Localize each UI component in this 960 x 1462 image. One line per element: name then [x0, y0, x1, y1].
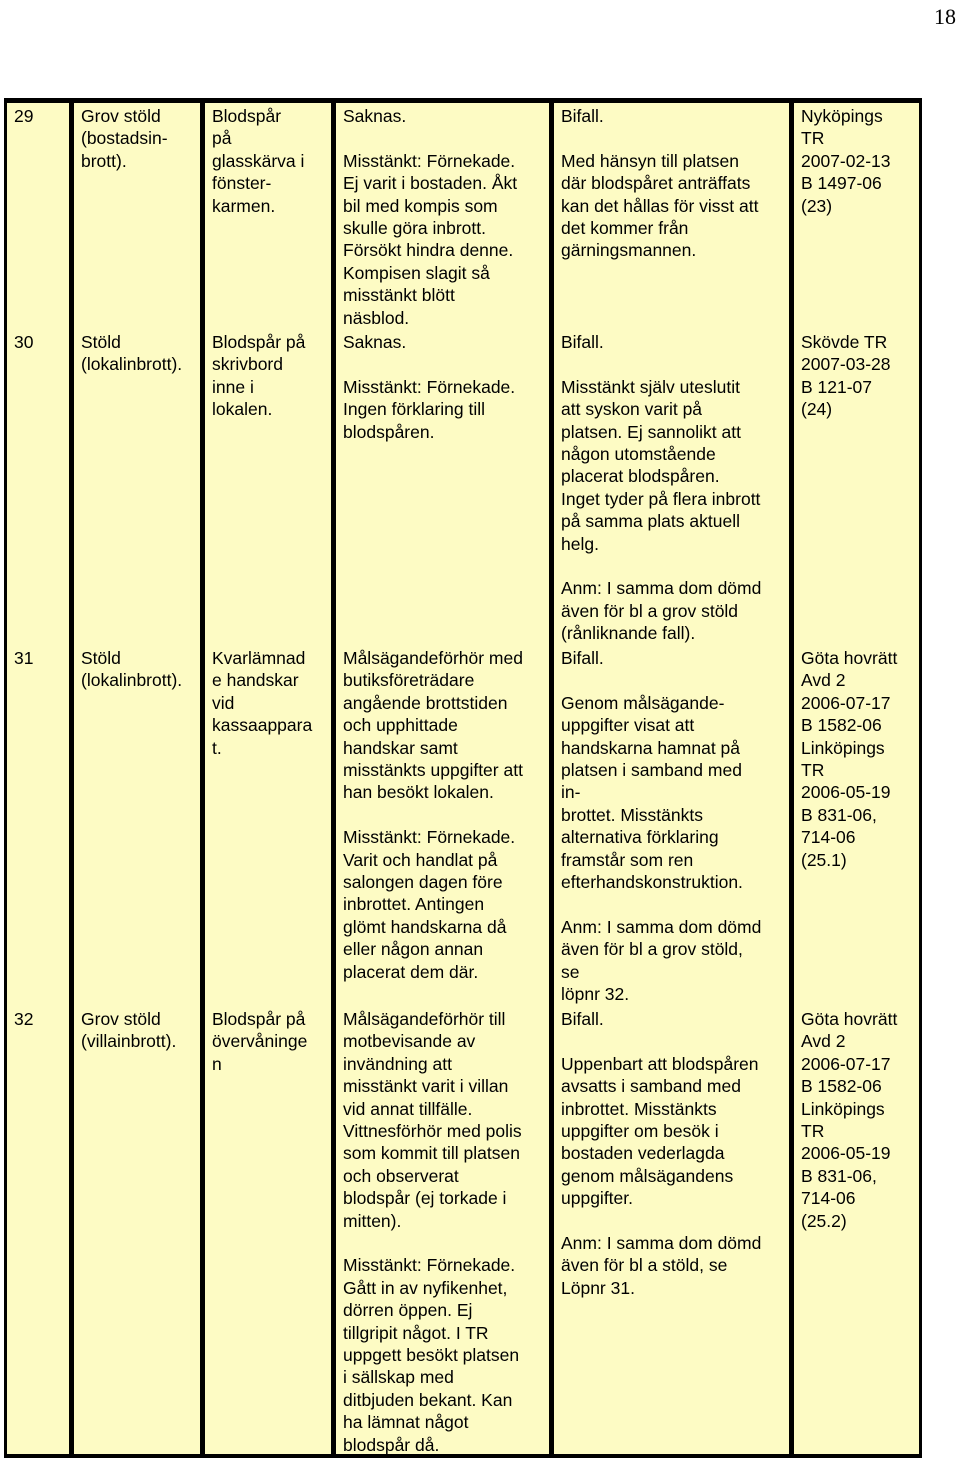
cell-text-line: se: [561, 961, 580, 982]
cell-text-line: gärningsmannen.: [561, 240, 697, 261]
cell-text-line: Grov stöld: [81, 1009, 161, 1029]
cell-text-line: Nyköpings: [801, 106, 883, 126]
cell-text-line: Blodspår på: [212, 1009, 306, 1029]
cell-text-line: [343, 353, 543, 375]
cell-text-line: [561, 1030, 783, 1052]
cell-text-line: (lokalinbrott).: [81, 670, 183, 691]
cell-text-line: 714-06: [801, 1188, 856, 1209]
table-row: [4, 1006, 922, 1458]
case-table: [4, 98, 922, 1458]
cell-text-line: 29: [14, 106, 34, 126]
cell-text-line: handskarna hamnat på: [561, 737, 741, 758]
cell-text-line: och upphittade: [343, 715, 458, 736]
cell-text-line: Göta hovrätt: [801, 648, 898, 668]
cell-text-line: Kompisen slagit så: [343, 262, 490, 283]
cell-text-line: Linköpings: [801, 737, 885, 758]
cell-text-line: bostaden vederlagda: [561, 1143, 725, 1164]
cell-text-line: Vittnesförhör med polis: [343, 1121, 522, 1142]
cell-text-line: Misstänkt: Förnekade.: [343, 376, 516, 397]
cell-text-line: Målsägandeförhör med: [343, 648, 523, 668]
cell-text-line: 31: [14, 648, 34, 668]
cell-text-line: övervåninge: [212, 1031, 308, 1052]
cell-text-line: Misstänkt: Förnekade.: [343, 827, 516, 848]
cell-text-line: Bifall.: [561, 1009, 604, 1029]
cell-text-line: n: [212, 1053, 222, 1074]
cell-text-line: han besökt lokalen.: [343, 782, 494, 803]
crime-type-cell: [69, 1006, 200, 1454]
cell-text-line: Misstänkt: Förnekade.: [343, 150, 516, 171]
cell-text-line: uppgett besökt platsen: [343, 1345, 520, 1366]
cell-text-line: (bostadsin-: [81, 128, 168, 149]
cell-text-line: Kvarlämnad: [212, 648, 306, 668]
cell-text-line: 2006-07-17: [801, 692, 891, 713]
cell-text-line: [343, 127, 543, 149]
cell-text-line: lokalen.: [212, 399, 273, 420]
cell-text-line: (25.1): [801, 849, 847, 870]
cell-text-line: efterhandskonstruktion.: [561, 872, 743, 893]
cell-text-line: även för bl a stöld, se: [561, 1255, 728, 1276]
cell-text-line: glasskärva i: [212, 150, 305, 171]
cell-text-line: näsblod.: [343, 307, 410, 328]
table-row: [4, 645, 922, 1006]
cell-text-line: misstänkt blött: [343, 285, 455, 306]
case-number-cell: [7, 329, 69, 645]
cell-text-line: Misstänkt: Förnekade.: [343, 1255, 516, 1276]
cell-text-line: avsatts i samband med: [561, 1076, 741, 1097]
cell-text-line: Linköpings: [801, 1098, 885, 1119]
cell-text-line: Bifall.: [561, 106, 604, 126]
cell-text-line: kassaappara: [212, 715, 313, 736]
cell-text-line: [343, 804, 543, 826]
court-cell: [789, 103, 919, 329]
cell-text-line: [561, 893, 783, 915]
cell-text-line: Ingen förklaring till: [343, 399, 486, 420]
cell-text-line: på: [212, 128, 232, 149]
cell-text-line: 714-06: [801, 827, 856, 848]
cell-text-line: uppgifter om besök i: [561, 1121, 719, 1142]
cell-text-line: eller någon annan: [343, 939, 484, 960]
cell-text-line: mitten).: [343, 1210, 402, 1231]
cell-text-line: genom målsägandens: [561, 1165, 734, 1186]
cell-text-line: Anm: I samma dom dömd: [561, 1233, 762, 1254]
cell-text-line: B 1582-06: [801, 715, 882, 736]
cell-text-line: bil med kompis som: [343, 195, 498, 216]
cell-text-line: [343, 1232, 543, 1254]
cell-text-line: placerat dem där.: [343, 961, 479, 982]
cell-text-line: i sällskap med: [343, 1367, 454, 1388]
cell-text-line: dörren öppen. Ej: [343, 1300, 473, 1321]
cell-text-line: Misstänkt själv uteslutit: [561, 376, 740, 397]
cell-text-line: löpnr 32.: [561, 984, 630, 1005]
cell-text-line: Försökt hindra denne.: [343, 240, 514, 261]
cell-text-line: B 121-07: [801, 376, 873, 397]
cell-text-line: fönster-: [212, 173, 272, 194]
cell-text-line: salongen dagen före: [343, 872, 503, 893]
cell-text-line: (villainbrott).: [81, 1031, 177, 1052]
explanation-cell: [331, 103, 549, 329]
cell-text-line: Målsägandeförhör till: [343, 1009, 506, 1029]
cell-text-line: uppgifter.: [561, 1188, 633, 1209]
cell-text-line: Saknas.: [343, 332, 407, 352]
cell-text-line: Anm: I samma dom dömd: [561, 578, 762, 599]
cell-text-line: inbrottet. Misstänkts: [561, 1098, 717, 1119]
cell-text-line: 2006-07-17: [801, 1053, 891, 1074]
cell-text-line: Bifall.: [561, 648, 604, 668]
outcome-cell: [549, 103, 789, 329]
cell-text-line: t.: [212, 737, 222, 758]
case-number-cell: [7, 645, 69, 1006]
case-number-cell: [7, 103, 69, 329]
cell-text-line: angående brottstiden: [343, 692, 508, 713]
cell-text-line: misstänkts uppgifter att: [343, 760, 523, 781]
cell-text-line: 2007-03-28: [801, 354, 891, 375]
cell-text-line: även för bl a grov stöld,: [561, 939, 743, 960]
cell-text-line: Stöld: [81, 332, 121, 352]
cell-text-line: (lokalinbrott).: [81, 354, 183, 375]
cell-text-line: Blodspår: [212, 106, 282, 126]
explanation-cell: [331, 329, 549, 645]
cell-text-line: brottet. Misstänkts: [561, 804, 703, 825]
cell-text-line: (24): [801, 399, 833, 420]
cell-text-line: inbrottet. Antingen: [343, 894, 485, 915]
cell-text-line: Gått in av nyfikenhet,: [343, 1277, 508, 1298]
cell-text-line: glömt handskarna då: [343, 916, 507, 937]
cell-text-line: Ej varit i bostaden. Åkt: [343, 173, 518, 194]
outcome-cell: [549, 1006, 789, 1454]
court-cell: [789, 1006, 919, 1454]
cell-text-line: blodspår då.: [343, 1434, 440, 1455]
cell-text-line: [561, 555, 783, 577]
cell-text-line: TR: [801, 760, 825, 781]
cell-text-line: helg.: [561, 533, 599, 554]
cell-text-line: som kommit till platsen: [343, 1143, 520, 1164]
cell-text-line: Göta hovrätt: [801, 1009, 898, 1029]
cell-text-line: och observerat: [343, 1165, 459, 1186]
cell-text-line: på samma plats aktuell: [561, 511, 740, 532]
table-row: [4, 98, 922, 329]
cell-text-line: inne i: [212, 376, 254, 397]
cell-text-line: även för bl a grov stöld: [561, 600, 739, 621]
cell-text-line: uppgifter visat att: [561, 715, 695, 736]
cell-text-line: Grov stöld: [81, 106, 161, 126]
case-number-cell: [7, 1006, 69, 1454]
cell-text-line: Stöld: [81, 648, 121, 668]
cell-text-line: 2007-02-13: [801, 150, 891, 171]
cell-text-line: Saknas.: [343, 106, 407, 126]
cell-text-line: B 1497-06: [801, 173, 882, 194]
cell-text-line: att syskon varit på: [561, 399, 703, 420]
cell-text-line: 30: [14, 332, 34, 352]
cell-text-line: platsen. Ej sannolikt att: [561, 421, 741, 442]
cell-text-line: B 831-06,: [801, 1165, 877, 1186]
cell-text-line: [561, 1210, 783, 1232]
trace-cell: [200, 1006, 331, 1454]
table-row: [4, 329, 922, 645]
cell-text-line: tillgripit något. I TR: [343, 1322, 489, 1343]
cell-text-line: skulle göra inbrott.: [343, 218, 486, 239]
cell-text-line: framstår som ren: [561, 849, 694, 870]
cell-text-line: karmen.: [212, 195, 276, 216]
cell-text-line: (rånliknande fall).: [561, 623, 696, 644]
trace-cell: [200, 645, 331, 1006]
cell-text-line: kan det hållas för visst att: [561, 195, 759, 216]
cell-text-line: ha lämnat något: [343, 1412, 469, 1433]
cell-text-line: Anm: I samma dom dömd: [561, 916, 762, 937]
cell-text-line: det kommer från: [561, 218, 689, 239]
cell-text-line: Avd 2: [801, 1031, 846, 1052]
cell-text-line: Bifall.: [561, 332, 604, 352]
explanation-cell: [331, 1006, 549, 1454]
cell-text-line: (23): [801, 195, 833, 216]
cell-text-line: blodspåren.: [343, 421, 435, 442]
cell-text-line: blodspår (ej torkade i: [343, 1188, 507, 1209]
cell-text-line: [561, 669, 783, 691]
cell-text-line: Skövde TR: [801, 332, 888, 352]
cell-text-line: vid annat tillfälle.: [343, 1098, 473, 1119]
cell-text-line: Inget tyder på flera inbrott: [561, 488, 761, 509]
cell-text-line: B 831-06,: [801, 804, 877, 825]
cell-text-line: invändning att: [343, 1053, 452, 1074]
cell-text-line: Genom målsägande-: [561, 692, 725, 713]
cell-text-line: TR: [801, 1121, 825, 1142]
cell-text-line: B 1582-06: [801, 1076, 882, 1097]
cell-text-line: Varit och handlat på: [343, 849, 498, 870]
outcome-cell: [549, 645, 789, 1006]
cell-text-line: alternativa förklaring: [561, 827, 719, 848]
cell-text-line: Med hänsyn till platsen: [561, 150, 740, 171]
cell-text-line: brott).: [81, 150, 127, 171]
cell-text-line: Blodspår på: [212, 332, 306, 352]
cell-text-line: e handskar: [212, 670, 299, 691]
crime-type-cell: [69, 103, 200, 329]
trace-cell: [200, 329, 331, 645]
cell-text-line: 2006-05-19: [801, 1143, 891, 1164]
cell-text-line: ditbjuden bekant. Kan: [343, 1389, 513, 1410]
cell-text-line: butiksföreträdare: [343, 670, 475, 691]
cell-text-line: handskar samt: [343, 737, 458, 758]
cell-text-line: in-: [561, 782, 581, 803]
cell-text-line: någon utomstående: [561, 444, 716, 465]
cell-text-line: platsen i samband med: [561, 760, 742, 781]
cell-text-line: TR: [801, 128, 825, 149]
cell-text-line: placerat blodspåren.: [561, 466, 720, 487]
trace-cell: [200, 103, 331, 329]
cell-text-line: Löpnr 31.: [561, 1277, 635, 1298]
cell-text-line: 2006-05-19: [801, 782, 891, 803]
crime-type-cell: [69, 329, 200, 645]
cell-text-line: misstänkt varit i villan: [343, 1076, 509, 1097]
cell-text-line: 32: [14, 1009, 34, 1029]
crime-type-cell: [69, 645, 200, 1006]
cell-text-line: där blodspåret anträffats: [561, 173, 751, 194]
page-number: 18: [934, 4, 956, 29]
outcome-cell: [549, 329, 789, 645]
court-cell: [789, 645, 919, 1006]
cell-text-line: [561, 353, 783, 375]
cell-text-line: skrivbord: [212, 354, 283, 375]
cell-text-line: motbevisande av: [343, 1031, 476, 1052]
cell-text-line: [561, 127, 783, 149]
cell-text-line: Uppenbart att blodspåren: [561, 1053, 759, 1074]
cell-text-line: vid: [212, 692, 235, 713]
explanation-cell: [331, 645, 549, 1006]
cell-text-line: Avd 2: [801, 670, 846, 691]
cell-text-line: (25.2): [801, 1210, 847, 1231]
court-cell: [789, 329, 919, 645]
